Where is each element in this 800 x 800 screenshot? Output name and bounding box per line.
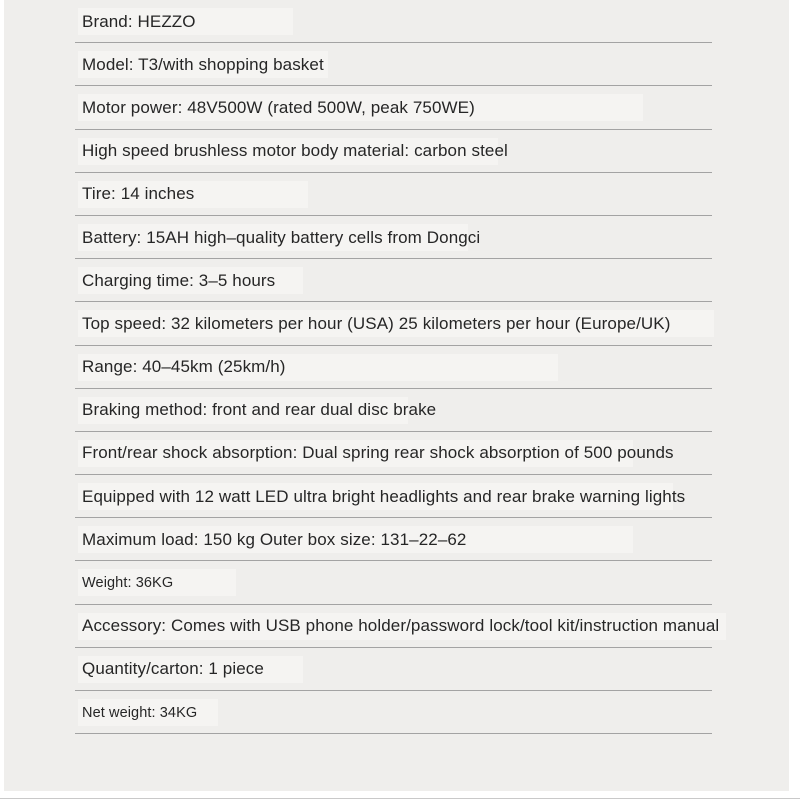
spec-text: Front/rear shock absorption: Dual spring rear shock absorption of 500 pounds [82,443,674,463]
spec-row-battery [4,216,789,259]
spec-text: Motor power: 48V500W (rated 500W, peak 750WE) [82,97,475,117]
spec-text: Quantity/carton: 1 piece [82,659,264,679]
spec-text: Net weight: 34KG [82,704,198,721]
page-bottom-divider [0,798,800,799]
spec-row-motor-power [4,86,789,129]
spec-row-brand [4,0,789,43]
spec-row-weight [4,561,789,604]
spec-row-net-weight [4,691,789,734]
spec-text: Accessory: Comes with USB phone holder/password lock/tool kit/instruction manual [82,616,720,636]
spec-row-top-speed [4,302,789,345]
spec-text: Charging time: 3–5 hours [82,270,276,290]
spec-text: Model: T3/with shopping basket [82,54,324,74]
spec-text: Tire: 14 inches [82,184,195,204]
spec-text: Maximum load: 150 kg Outer box size: 131–22–62 [82,529,467,549]
spec-row-quantity [4,648,789,691]
spec-text: High speed brushless motor body material: carbon steel [82,141,508,161]
spec-row-charging-time [4,259,789,302]
spec-text: Weight: 36KG [82,575,174,592]
spec-row-tire [4,173,789,216]
spec-text: Brand: HEZZO [82,11,196,31]
spec-text: Braking method: front and rear dual disc brake [82,400,437,420]
spec-panel [4,0,789,791]
spec-row-range [4,346,789,389]
spec-text: Range: 40–45km (25km/h) [82,357,286,377]
spec-row-accessory [4,605,789,648]
spec-row-braking [4,389,789,432]
spec-row-max-load-box-size [4,518,789,561]
spec-text: Battery: 15AH high–quality battery cells from Dongci [82,227,481,247]
spec-row-shock-absorption [4,432,789,475]
spec-row-lights [4,475,789,518]
spec-text: Equipped with 12 watt LED ultra bright headlights and rear brake warning lights [82,486,686,506]
spec-row-model [4,43,789,86]
spec-row-motor-material [4,130,789,173]
spec-text: Top speed: 32 kilometers per hour (USA) 25 kilometers per hour (Europe/UK) [82,313,671,333]
